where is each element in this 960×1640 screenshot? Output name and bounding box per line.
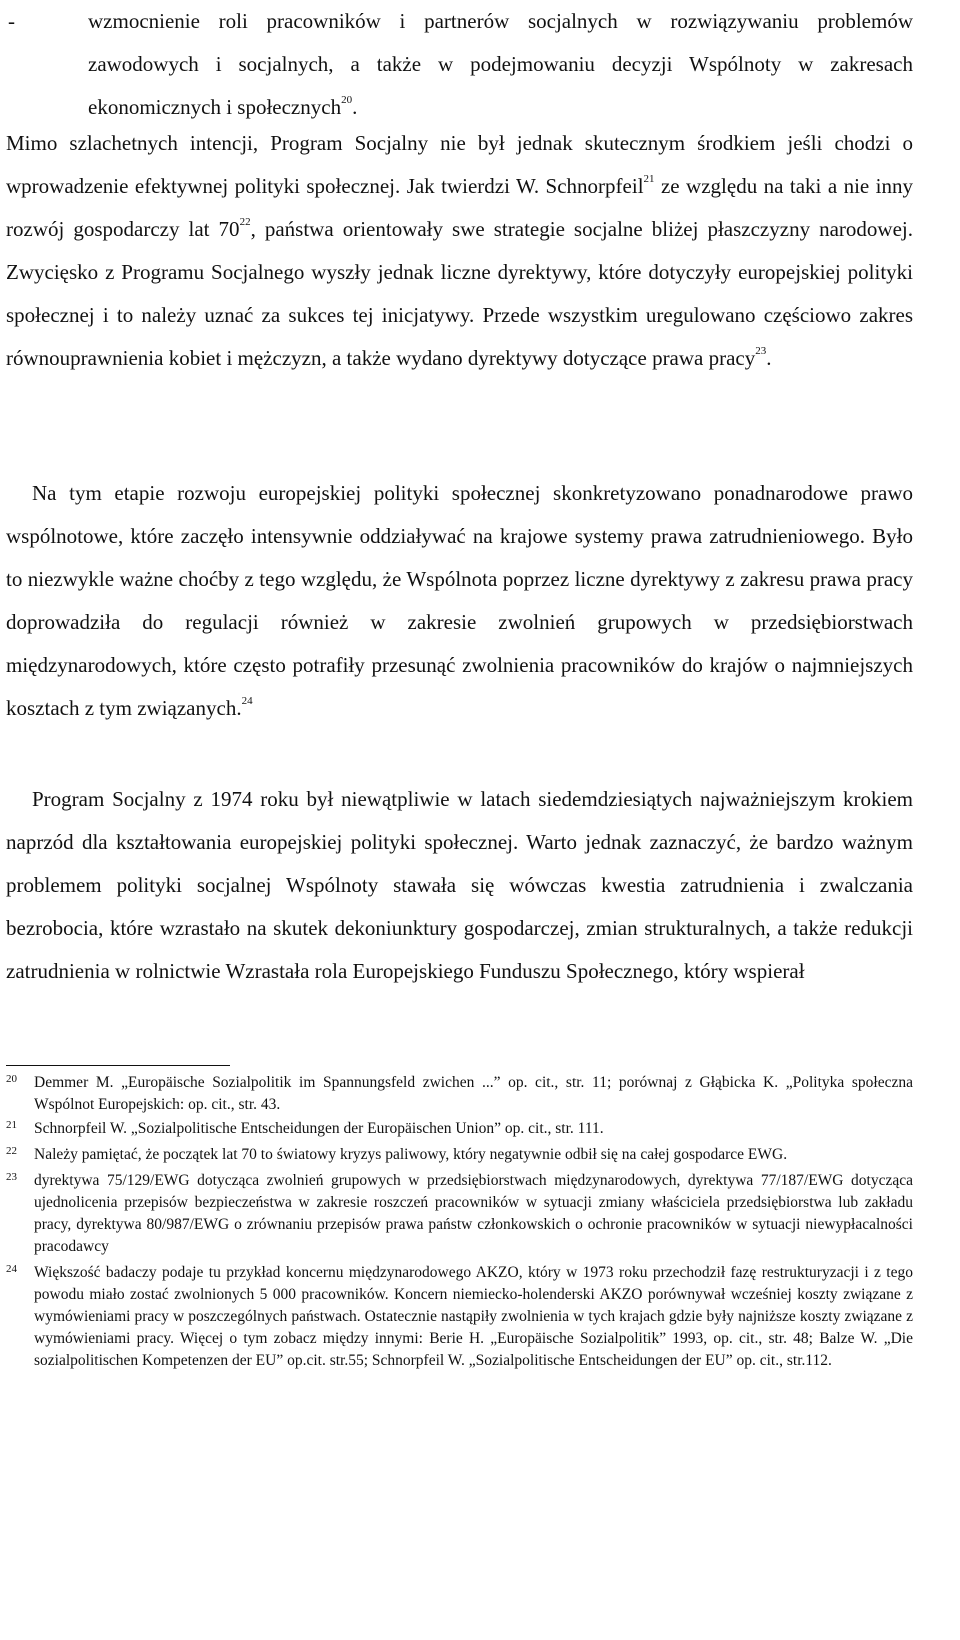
- footnote-ref-20[interactable]: 20: [341, 94, 353, 106]
- footnote-text: Należy pamiętać, że początek lat 70 to światowy kryzys paliwowy, który negatywnie odbił się na całej gospodarce EWG.: [34, 1146, 788, 1163]
- footnote-ref-23[interactable]: 23: [755, 345, 767, 357]
- footnotes: [6, 1068, 913, 1372]
- paragraph-1: [6, 122, 913, 380]
- footnote-number: 21: [6, 1119, 17, 1131]
- paragraph-2: [6, 472, 913, 730]
- paragraph-3-text: Program Socjalny z 1974 roku był niewątpliwie w latach siedemdziesiątych najważniejszym krokiem naprzód dla kształtowania europejskiej polityki społecznej. Warto jednak zaznaczyć, że bardzo ważnym problemem polityki socjalnej Wspólnoty stawała się wówczas kwestia zatrudnienia i zwalczania bezrobocia, które wzrastało na skutek dekoniunktury gospodarczej, zmian strukturalnych, a także redukcji zatrudnienia w rolnictwie Wzrastała rola Europejskiego Funduszu Społecznego, który wspierał: [6, 787, 913, 983]
- footnote-text: Schnorpfeil W. „Sozialpolitische Entscheidungen der Europäischen Union” op. cit., str. 111.: [34, 1120, 604, 1137]
- paragraph-3: [6, 778, 913, 993]
- footnote-24: [6, 1262, 913, 1372]
- footnote-text: Większość badaczy podaje tu przykład koncernu międzynarodowego AKZO, który w 1973 roku przechodził fazę restrukturyzacji i z tego powodu miało zostać zwolnionych 5 000 pracowników. Koncern niemiecko-holenderski AKZO porównywał wcześniej koszty związane z wymówieniami pracy w poszczególnych państwach. Ostatecznie nastąpiły zwolnienia w tych krajach gdzie były najniższe koszty związane z wymówieniami pracy. Więcej o tym zobacz między innymi: Berie H. „Europäische Sozialpolitik” 1993, op. cit., str. 48; Balze W. „Die sozialpolitischen Kompetenzen der EU” op.cit. str.55; Schnorpfeil W. „Sozialpolitische Entscheidungen der EU” op. cit., str.112.: [34, 1264, 913, 1369]
- paragraph-2-text: Na tym etapie rozwoju europejskiej polityki społecznej skonkretyzowano ponadnarodowe prawo wspólnotowe, które zaczęło intensywnie oddziaływać na krajowe systemy prawa zatrudnieniowego. Było to niezwykle ważne choćby z tego względu, że Wspólnota poprzez liczne dyrektywy z zakresu prawa pracy doprowadziła do regulacji również w zakresie zwolnień grupowych w przedsiębiorstwach międzynarodowych, które często potrafiły przesunąć zwolnienia pracowników do krajów o najmniejszych kosztach z tym związanych.: [6, 481, 913, 720]
- footnote-number: 24: [6, 1263, 17, 1275]
- footnote-text: Demmer M. „Europäische Sozialpolitik im Spannungsfeld zwichen ...” op. cit., str. 11; porównaj z Głąbicka K. „Polityka społeczna Wspólnot Europejskich: op. cit., str. 43.: [34, 1074, 913, 1113]
- footnote-number: 23: [6, 1171, 17, 1183]
- footnote-21: [6, 1118, 913, 1140]
- footnote-separator: [6, 1065, 230, 1066]
- paragraph-1-text-c: , państwa orientowały swe strategie socjalne bliżej płaszczyzny narodowej. Zwycięsko z Programu Socjalnego wyszły jednak liczne dyrektywy, które dotyczyły europejskiej polityki społecznej i to należy uznać za sukces tej inicjatywy. Przede wszystkim uregulowano częściowo zakres równouprawnienia kobiet i mężczyzn, a także wydano dyrektywy dotyczące prawa pracy: [6, 217, 913, 370]
- footnote-ref-22[interactable]: 22: [239, 216, 251, 228]
- footnote-ref-21[interactable]: 21: [643, 173, 655, 185]
- footnote-number: 22: [6, 1145, 17, 1157]
- paragraph-1-end: .: [766, 346, 772, 370]
- footnote-20: [6, 1072, 913, 1116]
- footnote-number: 20: [6, 1073, 17, 1085]
- paragraph-1-text-b: ze względu na taki a nie inny rozwój gospodarczy lat 70: [6, 174, 914, 241]
- bullet-end: .: [352, 95, 358, 119]
- footnote-text: dyrektywa 75/129/EWG dotycząca zwolnień grupowych w przedsiębiorstwach międzynarodowych, dyrektywa 77/187/EWG dotycząca ujednolicenia przepisów bezpieczeństwa w zakresie roszczeń pracowników w sytuacji zmiany właściciela przedsiębiorstwa lub zakładu pracy, dyrektywa 80/987/EWG o zrównaniu przepisów prawa państw członkowskich o ochronie pracowników w sytuacji niewypłacalności pracodawcy: [34, 1172, 913, 1255]
- bullet-dash: -: [8, 9, 15, 33]
- bullet-text: wzmocnienie roli pracowników i partnerów socjalnych w rozwiązywaniu problemów zawodowych i socjalnych, a także w podejmowaniu decyzji Wspólnoty w zakresach ekonomicznych i społecznych: [88, 9, 913, 119]
- footnote-ref-24[interactable]: 24: [241, 695, 253, 707]
- paragraph-1-text-a: Mimo szlachetnych intencji, Program Socjalny nie był jednak skutecznym środkiem jeśli chodzi o wprowadzenie efektywnej polityki społecznej. Jak twierdzi W. Schnorpfeil: [6, 131, 913, 198]
- bullet-paragraph: [6, 0, 913, 129]
- footnote-23: [6, 1170, 913, 1258]
- footnote-22: [6, 1144, 913, 1166]
